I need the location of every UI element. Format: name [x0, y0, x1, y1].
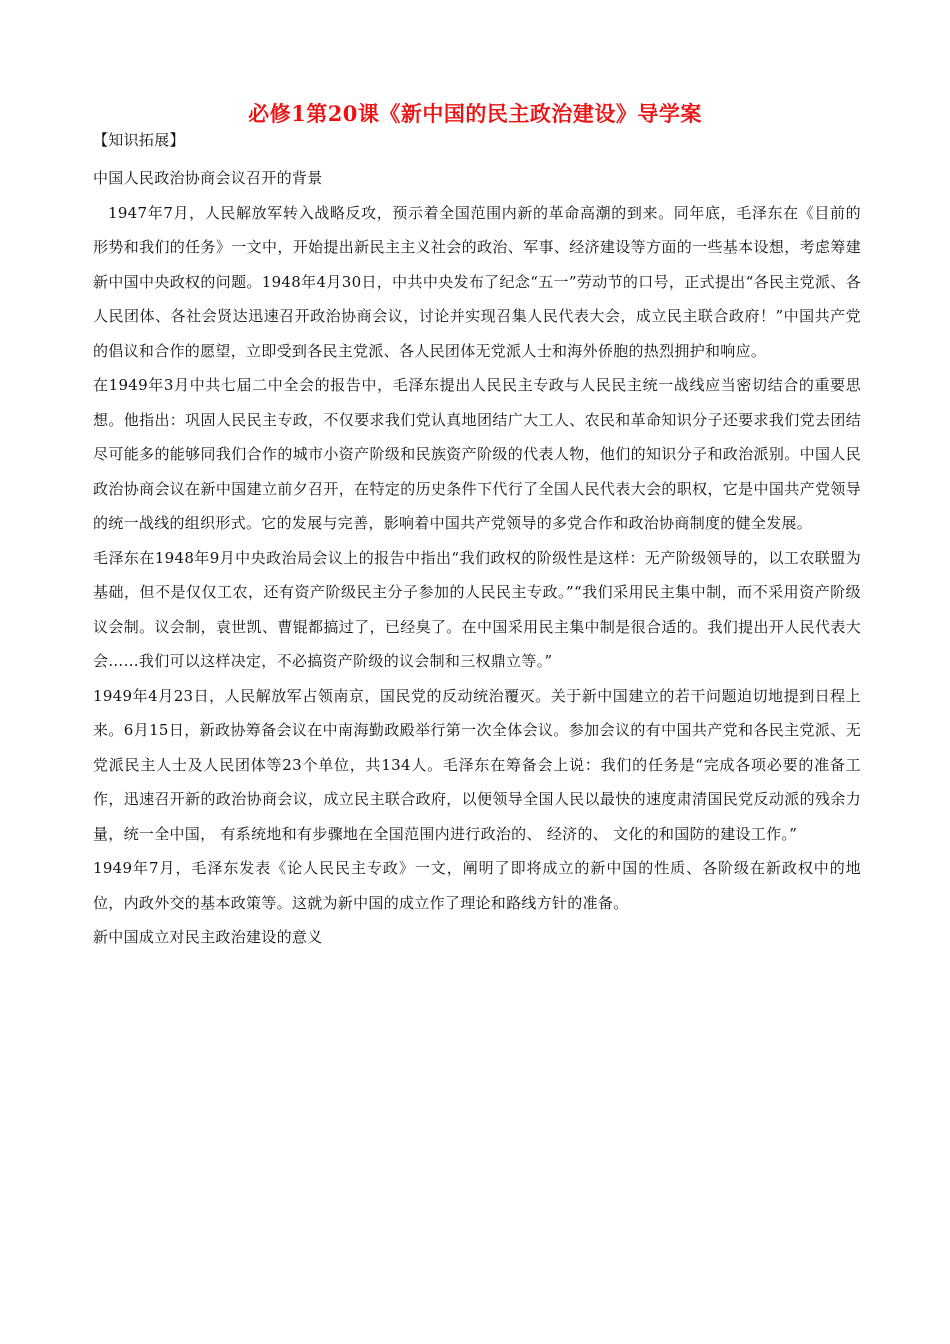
page-title: 必修1第20课《新中国的民主政治建设》导学案 [248, 101, 702, 126]
paragraph-5: 1949年7月，毛泽东发表《论人民民主专政》一文，阐明了即将成立的新中国的性质、各阶级在新政权中的地位，内政外交的基本政策等。这就为新中国的成立作了理论和路线方针的准备。 [93, 859, 861, 912]
paragraph-2: 在1949年3月中共七届二中全会的报告中，毛泽东提出人民民主专政与人民民主统一战线应当密切结合的重要思想。他指出：巩固人民民主专政，不仅要求我们党认真地团结广大工人、农民和革命知识分子还要求我们党去团结尽可能多的能够同我们合作的城市小资产阶级和民族资产阶级的代表人物，他们的知识分子和政治派别。中国人民政治协商会议在新中国建立前夕召开，在特定的历史条件下代行了全国人民代表大会的职权，它是中国共产党领导的统一战线的组织形式。它的发展与完善，影响着中国共产党领导的多党合作和政治协商制度的健全发展。 [93, 376, 861, 532]
paragraph-3: 毛泽东在1948年9月中央政治局会议上的报告中指出“我们政权的阶级性是这样：无产阶级领导的，以工农联盟为基础，但不是仅仅工农，还有资产阶级民主分子参加的人民民主专政。”“我们采用民主集中制，而不采用资产阶级议会制。议会制，袁世凯、曹锟都搞过了，已经臭了。在中国采用民主集中制是很合适的。我们提出开人民代表大会……我们可以这样决定，不必搞资产阶级的议会制和三权鼎立等。” [93, 548, 861, 670]
section-label: 【知识拓展】 [93, 131, 185, 149]
document-body [93, 127, 861, 955]
subheading-significance: 新中国成立对民主政治建设的意义 [93, 928, 323, 946]
paragraph-1: 1947年7月，人民解放军转入战略反攻，预示着全国范围内新的革命高潮的到来。同年底，毛泽东在《目前的形势和我们的任务》一文中，开始提出新民主主义社会的政治、军事、经济建设等方面的一些基本设想，考虑筹建新中国中央政权的问题。1948年4月30日，中共中央发布了纪念“五一”劳动节的口号，正式提出“各民主党派、各人民团体、各社会贤达迅速召开政治协商会议，讨论并实现召集人民代表大会，成立民主联合政府！”中国共产党的倡议和合作的愿望，立即受到各民主党派、各人民团体无党派人士和海外侨胞的热烈拥护和响应。 [93, 203, 861, 360]
paragraph-4: 1949年4月23日，人民解放军占领南京，国民党的反动统治覆灭。关于新中国建立的若干问题迫切地提到日程上来。6月15日，新政协筹备会议在中南海勤政殿举行第一次全体会议。参加会议的有中国共产党和各民主党派、无党派民主人士及人民团体等23个单位，共134人。毛泽东在筹备会上说：我们的任务是“完成各项必要的准备工作，迅速召开新的政治协商会议，成立民主联合政府，以便领导全国人民以最快的速度肃清国民党反动派的残余力量，统一全中国， 有系统地和有步骤地在全国范围内进行政治的、 经济的、 文化的和国防的建设工作。” [93, 686, 861, 843]
subheading-background: 中国人民政治协商会议召开的背景 [93, 169, 323, 187]
